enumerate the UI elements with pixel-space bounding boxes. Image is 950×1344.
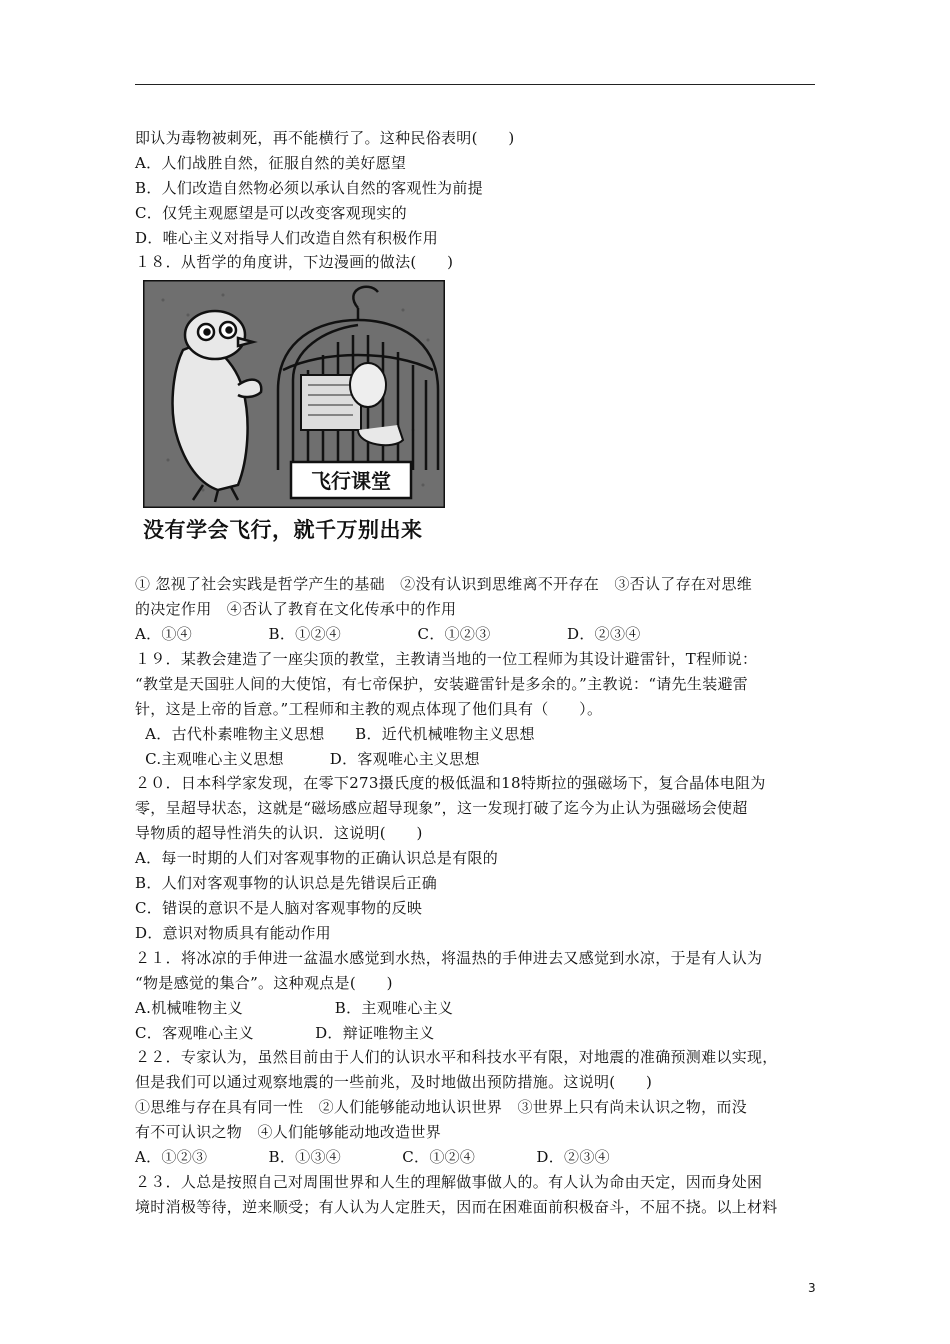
page-number: 3 — [808, 1281, 816, 1295]
text-line: D．唯心主义对指导人们改造自然有积极作用 — [135, 229, 439, 247]
answer-options: C．客观唯心主义 D．辩证唯物主义 — [135, 1024, 435, 1042]
text-line: ①思维与存在具有同一性 ②人们能够能动地认识世界 ③世界上只有尚未认识之物，而没 — [135, 1098, 748, 1116]
text-line: C．仅凭主观愿望是可以改变客观现实的 — [135, 204, 407, 222]
text-line: 导物质的超导性消失的认识．这说明( ) — [135, 824, 423, 842]
header-rule — [135, 84, 815, 85]
text-line: A．每一时期的人们对客观事物的正确认识总是有限的 — [135, 849, 499, 867]
cartoon-image — [143, 280, 445, 508]
text-line: ① 忽视了社会实践是哲学产生的基础 ②没有认识到思维离不开存在 ③否认了存在对思维 — [135, 575, 753, 593]
answer-options: C.主观唯心主义思想 D．客观唯心主义思想 — [135, 750, 480, 768]
text-line: B．人们改造自然物必须以承认自然的客观性为前提 — [135, 179, 483, 197]
text-line: 有不可认识之物 ④人们能够能动地改造世界 — [135, 1123, 442, 1141]
text-line: “物是感觉的集合”。这种观点是( ) — [135, 974, 393, 992]
text-line: C．错误的意识不是人脑对客观事物的反映 — [135, 899, 423, 917]
text-line: “教堂是天国驻人间的大使馆，有七帝保护，安装避雷针是多余的。”主教说：“请先生装避雷 — [135, 675, 749, 693]
answer-options: A．①④ B．①②④ C．①②③ D．②③④ — [135, 625, 641, 643]
sign-text: 飞行课堂 — [311, 469, 391, 493]
question-23-stem: ２３．人总是按照自己对周围世界和人生的理解做事做人的。有人认为命由天定，因而身处困 — [135, 1173, 763, 1191]
question-20-stem: ２０．日本科学家发现，在零下273摄氏度的极低温和18特斯拉的强磁场下，复合晶体电阻为 — [135, 774, 766, 792]
question-22-stem: ２２．专家认为，虽然目前由于人们的认识水平和科技水平有限，对地震的准确预测难以实现， — [135, 1048, 778, 1066]
text-line: B．人们对客观事物的认识总是先错误后正确 — [135, 874, 438, 892]
cartoon-caption: 没有学会飞行，就千万别出来 — [143, 518, 423, 542]
text-line: 的决定作用 ④否认了教育在文化传承中的作用 — [135, 600, 457, 618]
text-line: A．人们战胜自然，征服自然的美好愿望 — [135, 154, 407, 172]
question-19-stem: １９．某教会建造了一座尖顶的教堂，主教请当地的一位工程师为其设计避雷针，T程师说： — [135, 650, 758, 668]
text-line: 针，这是上帝的旨意。”工程师和主教的观点体现了他们具有（ ）。 — [135, 700, 603, 718]
answer-options: A.机械唯物主义 B．主观唯心主义 — [135, 999, 454, 1017]
text-line: 但是我们可以通过观察地震的一些前兆，及时地做出预防措施。这说明( ) — [135, 1073, 653, 1091]
text-line: 境时消极等待，逆来顺受；有人认为人定胜天，因而在困难面前积极奋斗，不屈不挠。以上材料 — [135, 1198, 778, 1216]
text-line: D．意识对物质具有能动作用 — [135, 924, 331, 942]
question-21-stem: ２１．将冰凉的手伸进一盆温水感觉到水热，将温热的手伸进去又感觉到水凉，于是有人认为 — [135, 949, 763, 967]
question-18-stem: １８．从哲学的角度讲，下边漫画的做法( ) — [135, 253, 454, 271]
answer-options: A．古代朴素唯物主义思想 B．近代机械唯物主义思想 — [135, 725, 535, 743]
text-line: 即认为毒物被刺死，再不能横行了。这种民俗表明( ) — [135, 129, 515, 147]
text-line: 零，呈超导状态，这就是“磁场感应超导现象”，这一发现打破了迄今为止认为强磁场会使超 — [135, 799, 748, 817]
answer-options: A．①②③ B．①③④ C．①②④ D．②③④ — [135, 1148, 610, 1166]
